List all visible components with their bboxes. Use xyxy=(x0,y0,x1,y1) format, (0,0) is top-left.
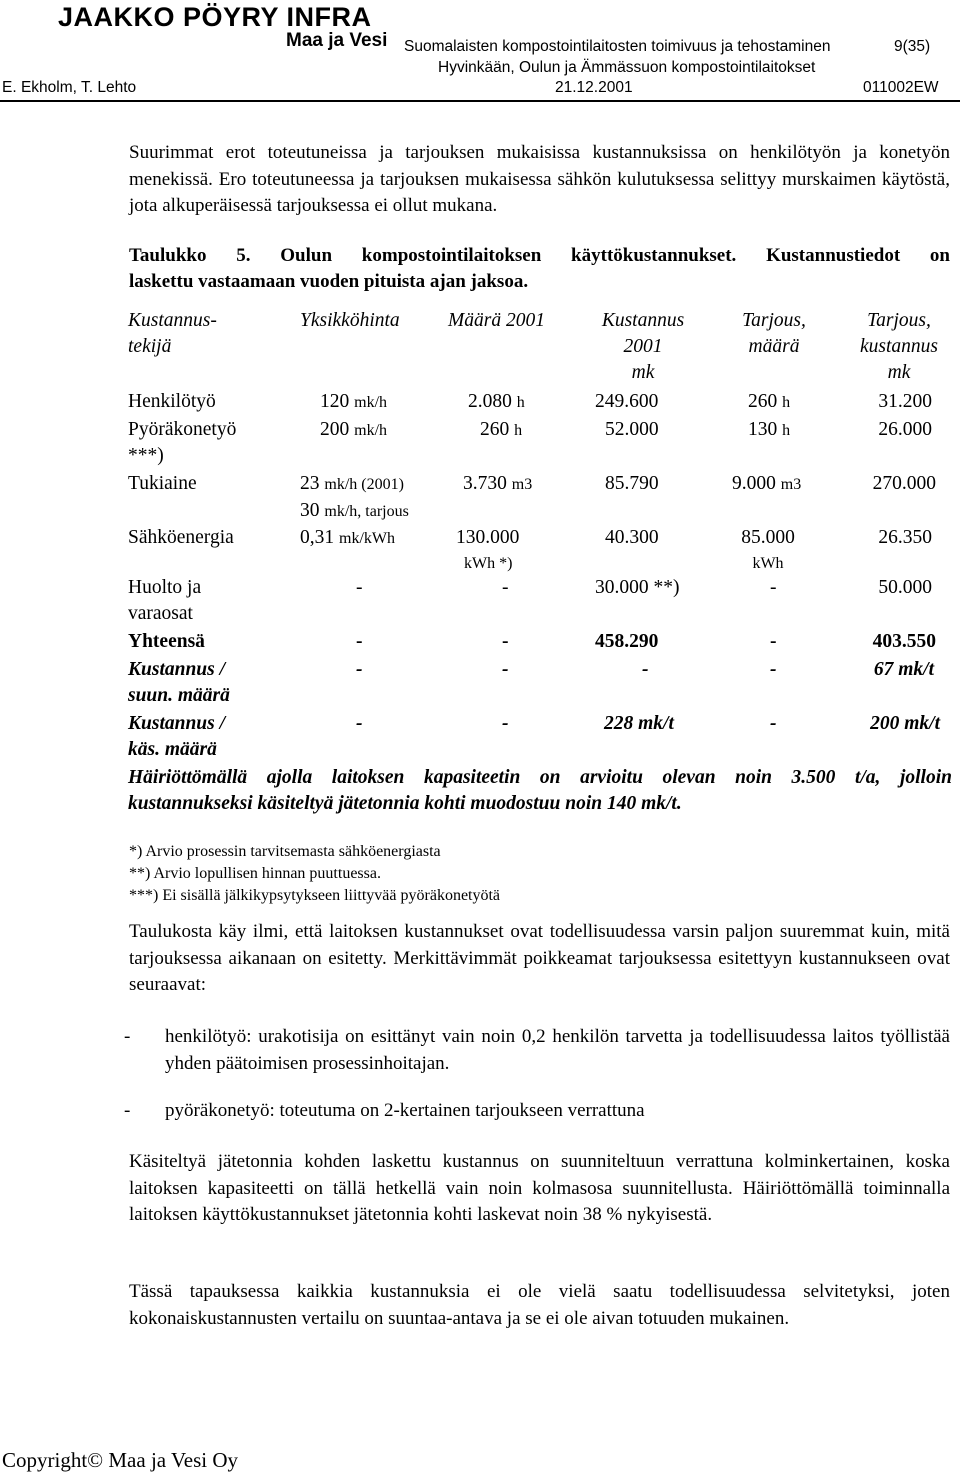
document-title: Suomalaisten kompostointilaitosten toimivuus ja tehostaminen xyxy=(404,38,831,55)
footnote: *) Arvio prosessin tarvitsemasta sähköenergiasta xyxy=(129,843,441,860)
logo-sub-text: Maa ja Vesi xyxy=(286,30,388,51)
row-quantity: - xyxy=(502,713,509,734)
row-offer-cost: 200 mk/t xyxy=(870,713,940,734)
row-cost: 40.300 xyxy=(605,527,659,548)
row-cost: 228 mk/t xyxy=(604,713,674,734)
row-offer-cost: 26.350 xyxy=(878,527,932,548)
company-logo xyxy=(58,2,394,51)
table-caption-line2: laskettu vastaamaan vuoden pituista ajan jaksoa. xyxy=(129,271,529,292)
bullet-dash: - xyxy=(124,1100,131,1121)
row-unit-price: - xyxy=(356,631,363,652)
header-offer-quantity: Tarjous, määrä xyxy=(742,310,806,357)
row-quantity: 2.080 h xyxy=(468,391,525,412)
intro-paragraph: Suurimmat erot toteutuneissa ja tarjouksen mukaisissa kustannuksissa on henkilötyön ja konetyön menekissä. Ero toteutuneessa ja tarjouksen mukaisessa sähkön kulutuksessa selittyy murskaimen käytöstä, jota alkuperäisessä tarjouksessa ei ollut mukana. xyxy=(129,142,950,216)
row-offer-quantity: - xyxy=(770,577,777,598)
row-unit-price: - xyxy=(356,713,363,734)
date: 21.12.2001 xyxy=(555,79,633,96)
row-offer-cost: 50.000 xyxy=(878,577,932,598)
header-factor: Kustannus- tekijä xyxy=(128,310,217,357)
copyright-footer: Copyright© Maa ja Vesi Oy xyxy=(2,1448,239,1472)
row-offer-quantity: - xyxy=(770,713,777,734)
row-factor: Huolto ja varaosat xyxy=(128,577,202,624)
footnote: **) Arvio lopullisen hinnan puuttuessa. xyxy=(129,865,381,882)
row-unit-price: - xyxy=(356,659,363,680)
header-divider xyxy=(0,100,960,102)
row-unit-price: 200 mk/h xyxy=(320,419,388,440)
row-factor: Yhteensä xyxy=(128,631,205,652)
row-cost: 30.000 **) xyxy=(595,577,680,598)
table-note: Häiriöttömällä ajolla laitoksen kapasiteetin on arvioitu olevan noin 3.500 t/a, jolloin kustannukseksi käsiteltyä jätetonnia kohti muodostuu noin 140 mk/t. xyxy=(128,767,952,814)
row-cost: - xyxy=(642,659,649,680)
row-quantity: 3.730 m3 xyxy=(463,473,533,494)
header-unit-price: Yksikköhinta xyxy=(300,310,400,331)
row-factor: Henkilötyö xyxy=(128,391,216,412)
header-quantity: Määrä 2001 xyxy=(448,310,545,331)
row-quantity: 130.000 kWh *) xyxy=(456,527,520,572)
row-quantity: - xyxy=(502,659,509,680)
paragraph-3: Tässä tapauksessa kaikkia kustannuksia ei ole vielä saatu todellisuudessa selvitetyksi, joten kokonaiskustannusten vertailu on suuntaa-antava ja se ei ole aivan totuuden mukainen. xyxy=(129,1281,950,1329)
paragraph-1: Taulukosta käy ilmi, että laitoksen kustannukset ovat todellisuudessa varsin paljon suuremmat kuin, mitä tarjouksessa aikanaan on esitetty. Merkittävimmät poikkeamat tarjouksessa esitettyyn kustannukseen ovat seuraavat: xyxy=(129,921,950,995)
footnote: ***) Ei sisällä jälkikypsytykseen liittyvää pyöräkonetyötä xyxy=(129,887,501,904)
row-factor: Pyöräkonetyö ***) xyxy=(128,419,237,466)
row-cost: 52.000 xyxy=(605,419,659,440)
logo-main-text: JAAKKO PÖYRY INFRA xyxy=(58,2,372,32)
table-caption-line1: Taulukko 5. Oulun kompostointilaitoksen käyttökustannukset. Kustannustiedot on xyxy=(129,245,950,266)
row-offer-cost: 26.000 xyxy=(878,419,932,440)
page-number: 9(35) xyxy=(894,38,931,55)
row-factor: Sähköenergia xyxy=(128,527,234,548)
authors: E. Ekholm, T. Lehto xyxy=(2,79,137,96)
document-id: 011002EW xyxy=(863,79,939,96)
row-offer-cost: 67 mk/t xyxy=(873,659,934,680)
row-offer-quantity: - xyxy=(770,659,777,680)
row-offer-quantity: 85.000 kWh xyxy=(741,527,795,572)
row-factor: Kustannus / käs. määrä xyxy=(128,713,226,760)
bullet-dash: - xyxy=(124,1026,131,1047)
row-offer-cost: 403.550 xyxy=(872,631,936,652)
row-quantity: 260 h xyxy=(480,419,523,440)
row-offer-cost: 31.200 xyxy=(878,391,932,412)
row-offer-quantity: - xyxy=(770,631,777,652)
bullet-text: pyöräkonetyö: toteutuma on 2-kertainen tarjoukseen verrattuna xyxy=(165,1100,645,1121)
row-offer-cost: 270.000 xyxy=(872,473,936,494)
row-offer-quantity: 260 h xyxy=(748,391,791,412)
row-cost: 85.790 xyxy=(605,473,659,494)
row-unit-price: 0,31 mk/kWh xyxy=(300,527,395,548)
row-unit-price: - xyxy=(356,577,363,598)
row-unit-price: 120 mk/h xyxy=(320,391,388,412)
row-quantity: - xyxy=(502,577,509,598)
row-cost: 458.290 xyxy=(595,631,659,652)
row-offer-quantity: 130 h xyxy=(748,419,791,440)
row-factor: Tukiaine xyxy=(128,473,197,494)
row-quantity: - xyxy=(502,631,509,652)
row-offer-quantity: 9.000 m3 xyxy=(732,473,802,494)
document-subtitle: Hyvinkään, Oulun ja Ämmässuon kompostointilaitokset xyxy=(438,59,816,76)
paragraph-2: Käsiteltyä jätetonnia kohden laskettu kustannus on suunniteltuun verrattuna kolminkertainen, koska laitoksen kapasiteetti on tällä hetkellä vain noin kolmasosa suunnitellusta. Häiriöttömällä toiminnalla laitoksen käyttökustannukset jätetonnia kohti laskevat noin 38 % nykyisestä. xyxy=(129,1151,950,1225)
header-offer-cost: Tarjous, kustannus mk xyxy=(860,310,938,383)
bullet-text: henkilötyö: urakotisija on esittänyt vain noin 0,2 henkilön tarvetta ja todellisuudessa laitos työllistää yhden päätoimisen prosessinhoitajan. xyxy=(165,1026,950,1074)
row-cost: 249.600 xyxy=(595,391,659,412)
row-factor: Kustannus / suun. määrä xyxy=(128,659,230,706)
row-unit-price: 23 mk/h (2001) 30 mk/h, tarjous xyxy=(300,473,409,521)
header-cost: Kustannus 2001 mk xyxy=(601,310,685,383)
